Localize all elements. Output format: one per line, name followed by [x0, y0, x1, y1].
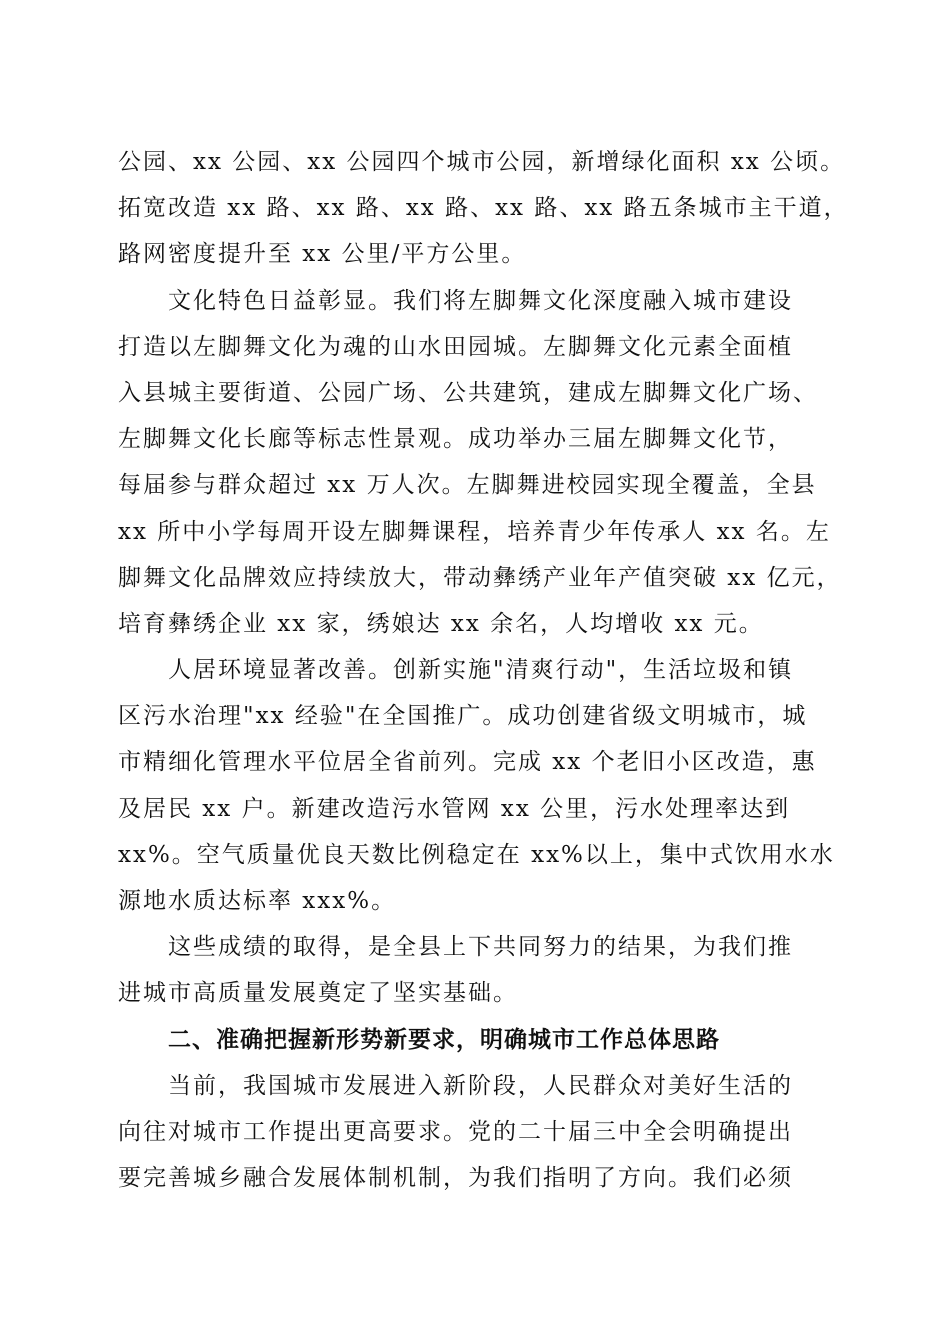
paragraph-current-line-1: 当前，我国城市发展进入新阶段，人民群众对美好生活的 [168, 1072, 793, 1099]
section-heading: 二、准确把握新形势新要求，明确城市工作总体思路 [168, 1026, 720, 1053]
paragraph-culture-line-5: 每届参与群众超过 xx 万人次。左脚舞进校园实现全覆盖，全县 [118, 472, 817, 499]
paragraph-environment-line-1: 人居环境显著改善。创新实施"清爽行动"，生活垃圾和镇 [168, 657, 794, 684]
paragraph-environment-line-5: xx%。空气质量优良天数比例稳定在 xx%以上，集中式饮用水水 [118, 841, 835, 868]
text-line-3: 路网密度提升至 xx 公里/平方公里。 [118, 241, 527, 268]
paragraph-culture-line-6: xx 所中小学每周开设左脚舞课程，培养青少年传承人 xx 名。左 [118, 518, 831, 545]
paragraph-culture-line-8: 培育彝绣企业 xx 家，绣娘达 xx 余名，人均增收 xx 元。 [118, 610, 764, 637]
paragraph-current-line-3: 要完善城乡融合发展体制机制，为我们指明了方向。我们必须 [118, 1165, 793, 1192]
paragraph-culture-line-7: 脚舞文化品牌效应持续放大，带动彝绣产业年产值突破 xx 亿元， [118, 564, 842, 591]
paragraph-environment-line-4: 及居民 xx 户。新建改造污水管网 xx 公里，污水处理率达到 [118, 795, 791, 822]
paragraph-summary-line-2: 进城市高质量发展奠定了坚实基础。 [118, 980, 518, 1007]
paragraph-culture-line-4: 左脚舞文化长廊等标志性景观。成功举办三届左脚舞文化节， [118, 426, 793, 453]
text-line-1: 公园、xx 公园、xx 公园四个城市公园，新增绿化面积 xx 公顷。 [118, 149, 846, 175]
paragraph-culture-line-2: 打造以左脚舞文化为魂的山水田园城。左脚舞文化元素全面植 [118, 333, 793, 360]
paragraph-culture-line-3: 入县城主要街道、公园广场、公共建筑，建成左脚舞文化广场、 [118, 379, 818, 406]
paragraph-environment-line-6: 源地水质达标率 xxx%。 [118, 888, 397, 914]
text-line-2: 拓宽改造 xx 路、xx 路、xx 路、xx 路、xx 路五条城市主干道， [118, 195, 849, 222]
paragraph-current-line-2: 向往对城市工作提出更高要求。党的二十届三中全会明确提出 [118, 1118, 793, 1145]
paragraph-culture-line-1: 文化特色日益彰显。我们将左脚舞文化深度融入城市建设 [168, 287, 793, 314]
paragraph-environment-line-2: 区污水治理"xx 经验"在全国推广。成功创建省级文明城市，城 [118, 703, 808, 730]
paragraph-summary-line-1: 这些成绩的取得，是全县上下共同努力的结果，为我们推 [168, 934, 793, 961]
paragraph-environment-line-3: 市精细化管理水平位居全省前列。完成 xx 个老旧小区改造，惠 [118, 749, 817, 776]
document-body [118, 139, 849, 1201]
